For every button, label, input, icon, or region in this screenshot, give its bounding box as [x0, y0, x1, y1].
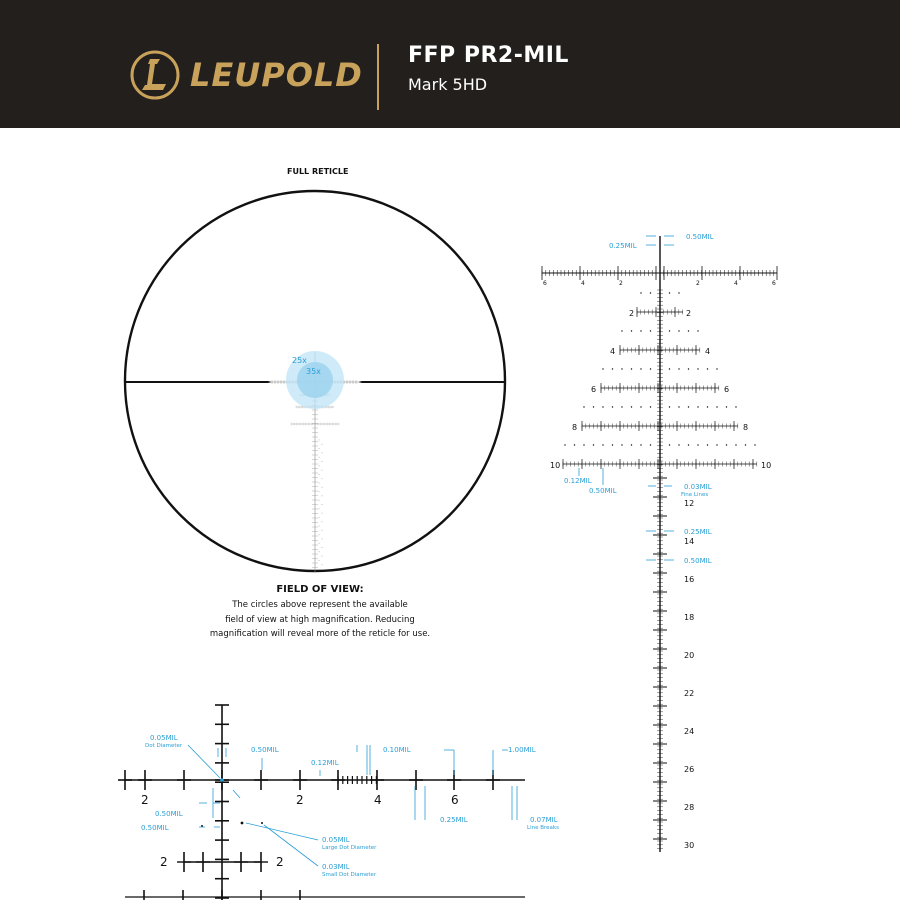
h-num-l4: 4 — [581, 280, 585, 287]
top-callout-half: 0.50MIL — [686, 233, 714, 241]
callout-twelfth: 0.12MIL — [311, 759, 339, 767]
tree-2-left: 2 — [629, 309, 635, 318]
callout-tenth: 0.10MIL — [383, 746, 411, 754]
tree-10-right: 10 — [761, 461, 772, 470]
detail-num-4: 4 — [374, 793, 382, 807]
right-reticle — [542, 233, 777, 852]
detail-num-2-lower-left: 2 — [160, 855, 168, 869]
tree-callout-arrows — [579, 468, 672, 486]
full-reticle-label: FULL RETICLE — [287, 167, 349, 176]
h-num-l2: 2 — [619, 280, 623, 287]
detail-num-6: 6 — [451, 793, 459, 807]
detail-num-2-lower-right: 2 — [276, 855, 284, 869]
h-num-r6: 6 — [772, 280, 776, 287]
tree-callout-fine: Fine Lines — [681, 492, 709, 498]
tree-callout-050: 0.50MIL — [589, 487, 617, 495]
full-reticle — [125, 191, 505, 572]
tree-8-left: 8 — [572, 423, 578, 432]
mag-label-35x: 35x — [306, 367, 321, 376]
stadia-num-12: 12 — [684, 499, 695, 508]
tree-4-right: 4 — [705, 347, 711, 356]
callout-line-breaks-caption: Line Breaks — [527, 825, 559, 831]
stadia-num-20: 20 — [684, 651, 695, 660]
fov-line-3: magnification will reveal more of the reticle for use. — [209, 629, 431, 639]
stadia-num-16: 16 — [684, 575, 695, 584]
stadia-callout-025: 0.25MIL — [684, 528, 712, 536]
h-num-l6: 6 — [543, 280, 547, 287]
top-callout-quarter: 0.25MIL — [609, 242, 637, 250]
h-num-r4: 4 — [734, 280, 738, 287]
fov-title: FIELD OF VIEW: — [276, 584, 364, 595]
callout-dot-diameter: 0.05MIL — [150, 734, 178, 742]
callout-line-breaks: 0.07MIL — [530, 816, 558, 824]
model-subtitle: Mark 5HD — [408, 75, 488, 94]
callout-one-mil: 1.00MIL — [508, 746, 536, 754]
brand-name: LEUPOLD — [190, 56, 363, 94]
fov-line-2: field of view at high magnification. Reducing — [225, 614, 415, 625]
stadia-num-28: 28 — [684, 803, 695, 812]
stadia-num-30: 30 — [684, 841, 695, 850]
callout-half-mil-a: 0.50MIL — [155, 810, 183, 818]
stadia-num-14: 14 — [684, 537, 695, 546]
tree-6-right: 6 — [724, 385, 730, 394]
callout-half-mil-top: 0.50MIL — [251, 746, 279, 754]
callout-small-dot-caption: Small Dot Diameter — [322, 872, 377, 878]
stadia-num-18: 18 — [684, 613, 695, 622]
stadia-callout-050: 0.50MIL — [684, 557, 712, 565]
tree-callout-012: 0.12MIL — [564, 477, 592, 485]
fov-line-1: The circles above represent the available — [232, 600, 408, 610]
tree-callout-003: 0.03MIL — [684, 483, 712, 491]
callout-dot-diameter-caption: Dot Diameter — [145, 743, 183, 749]
callout-small-dot: 0.03MIL — [322, 863, 350, 871]
stadia-num-26: 26 — [684, 765, 695, 774]
callout-half-mil-b: 0.50MIL — [141, 824, 169, 832]
detail-num-2: 2 — [296, 793, 304, 807]
h-num-r2: 2 — [696, 280, 700, 287]
stadia-num-24: 24 — [684, 727, 695, 736]
stadia-num-22: 22 — [684, 689, 695, 698]
reticle-detail — [118, 705, 559, 900]
detail-num-2-left: 2 — [141, 793, 149, 807]
callout-large-dot-caption: Large Dot Diameter — [322, 845, 377, 851]
callout-quarter-mil: 0.25MIL — [440, 816, 468, 824]
model-title: FFP PR2-MIL — [408, 43, 569, 68]
tree-6-left: 6 — [591, 385, 597, 394]
tree-10-left: 10 — [550, 461, 561, 470]
mag-label-25x: 25x — [292, 356, 307, 365]
tree-2-right: 2 — [686, 309, 692, 318]
fov-body — [0, 598, 640, 642]
tree-8-right: 8 — [743, 423, 749, 432]
callout-large-dot: 0.05MIL — [322, 836, 350, 844]
tree-4-left: 4 — [610, 347, 616, 356]
